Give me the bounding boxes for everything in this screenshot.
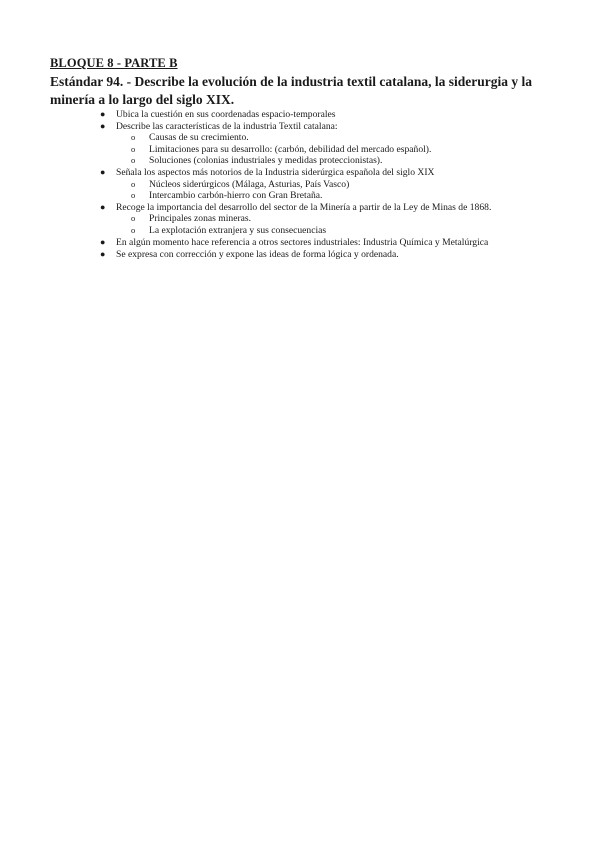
criterion-text: Se expresa con corrección y expone las ideas de forma lógica y ordenada. [116, 249, 399, 261]
circle-bullet-icon: o [131, 143, 136, 154]
criterion-item [96, 109, 516, 121]
sub-item-text: La explotación extranjera y sus consecuencias [149, 224, 327, 236]
circle-bullet-icon: o [131, 190, 136, 201]
criterion-text: Recoge la importancia del desarrollo del sector de la Minería a partir de la Ley de Minas de 1868. [116, 201, 492, 213]
sub-item-text: Intercambio carbón-hierro con Gran Bretaña. [149, 190, 323, 202]
sub-item [116, 225, 516, 237]
sub-item-text: Principales zonas mineras. [149, 213, 252, 225]
bullet-icon: ● [100, 201, 106, 212]
criterion-text: En algún momento hace referencia a otros sectores industriales: Industria Química y Metalúrgica [116, 236, 489, 248]
sub-item [116, 155, 516, 167]
sub-item [116, 132, 516, 144]
criterion-text: Describe las características de la industria Textil catalana: [116, 120, 338, 132]
circle-bullet-icon: o [131, 132, 136, 143]
sub-list [116, 179, 516, 202]
bullet-icon: ● [100, 120, 106, 131]
bullet-icon: ● [100, 249, 106, 260]
standard-heading: Estándar 94. - Describe la evolución de la industria textil catalana, la siderurgia y la minería a lo largo del siglo XIX. [50, 74, 532, 107]
sub-item-text: Causas de su crecimiento. [149, 132, 249, 144]
block-title: BLOQUE 8 - PARTE B [50, 56, 178, 70]
bullet-icon: ● [100, 236, 106, 247]
sub-list [116, 213, 516, 236]
sub-item-text: Núcleos siderúrgicos (Málaga, Asturias, País Vasco) [149, 178, 350, 190]
sub-item [116, 213, 516, 225]
criterion-text: Ubica la cuestión en sus coordenadas espacio-temporales [116, 109, 336, 120]
criterion-text: Señala los aspectos más notorios de la Industria siderúrgica española del siglo XIX [116, 166, 435, 178]
sub-item [116, 144, 516, 156]
criterion-item [96, 237, 516, 249]
criterion-item [96, 167, 516, 202]
sub-item-text: Limitaciones para su desarrollo: (carbón, debilidad del mercado español). [149, 143, 432, 155]
criterion-item [96, 249, 516, 261]
circle-bullet-icon: o [131, 224, 136, 235]
sub-list [116, 132, 516, 167]
sub-item [116, 179, 516, 191]
criterion-item [96, 121, 516, 167]
bullet-icon: ● [100, 166, 106, 177]
criteria-list [96, 109, 516, 261]
criterion-item [96, 202, 516, 237]
sub-item-text: Soluciones (colonias industriales y medidas proteccionistas). [149, 155, 383, 167]
circle-bullet-icon: o [131, 213, 136, 224]
bullet-icon: ● [100, 109, 106, 119]
sub-item [116, 190, 516, 202]
circle-bullet-icon: o [131, 155, 136, 166]
circle-bullet-icon: o [131, 178, 136, 189]
